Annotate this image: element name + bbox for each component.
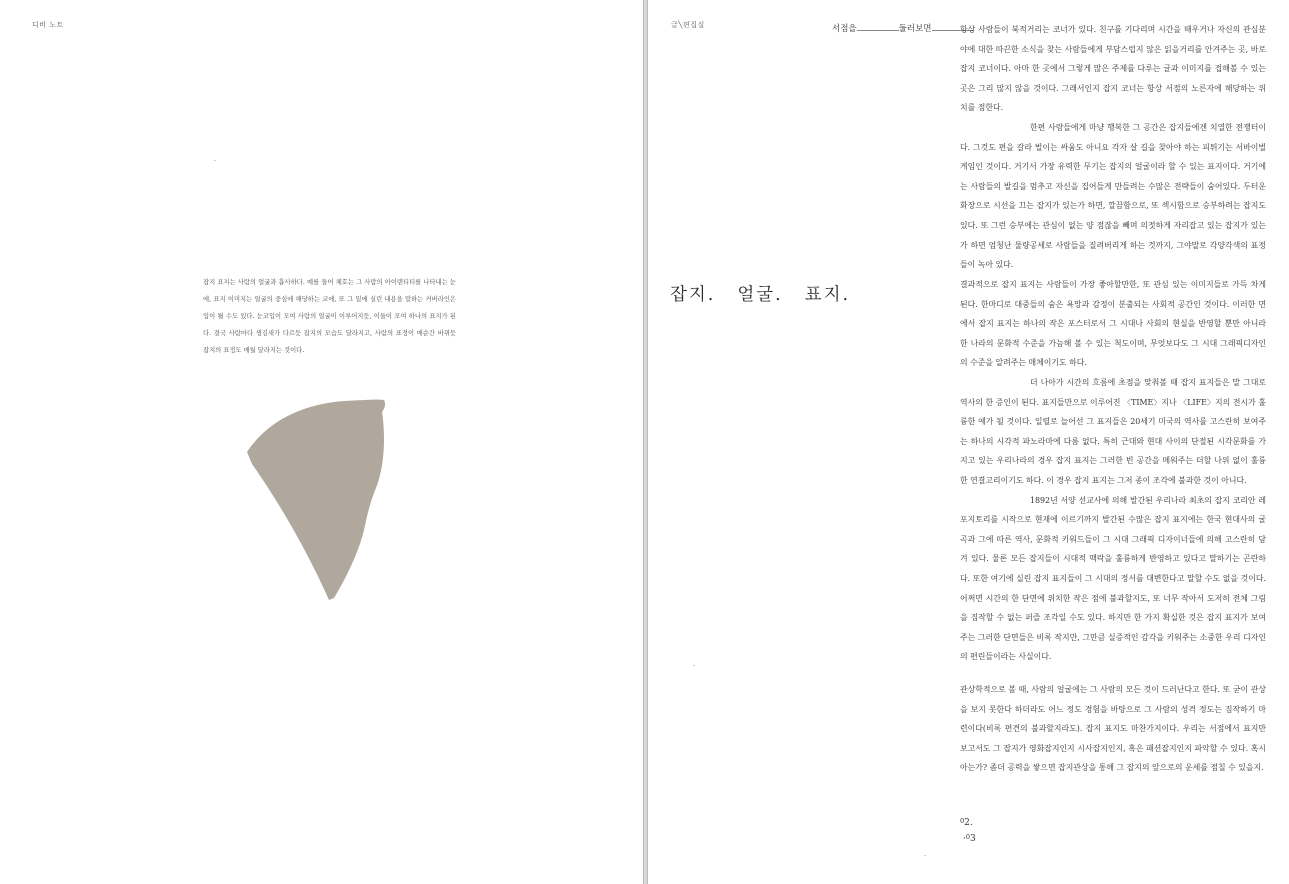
page-number-sup: 0 bbox=[965, 833, 971, 841]
body-section-3 bbox=[960, 680, 1266, 778]
body-section-1 bbox=[960, 20, 1266, 275]
title-word: 표지. bbox=[804, 285, 851, 305]
body-paragraph: 관상학적으로 볼 때, 사람의 얼굴에는 그 사람의 모든 것이 드러난다고 한다. 또 굳이 관상을 보지 못한다 하더라도 어느 정도 경험을 바탕으로 그 사람의 성격 정도는 짐작하기 마련이다(비록 편견의 불과할지라도). 잡지 표지도 마찬가지이다. 우리는 서점에서 표지만 보고서도 그 잡지가 영화잡지인지 시사잡지인지, 혹은 패션잡지인지 파악할 수 있다. 혹시 아는가? 좀더 공력을 쌓으면 잡지관상을 통해 그 잡지의 앞으로의 운세를 점칠 수 있을지. bbox=[960, 685, 1266, 773]
article-title bbox=[670, 281, 872, 306]
abstract-face-shape bbox=[246, 398, 388, 602]
body-paragraph: 한편 사람들에게 마냥 행복한 그 공간은 잡지들에겐 치열한 전쟁터이다. 그것도 편을 갈라 벌이는 싸움도 아니요 각자 살 길을 찾아야 하는 피튀기는 서바이벌 게임인 것이다. 거기서 가장 유력한 무기는 잡지의 얼굴이라 할 수 있는 표지이다. 거기에는 사람들의 발길을 멈추고 자신을 집어들게 만들려는 수많은 전략들이 숨어있다. 두터운 화장으로 시선을 끄는 잡지가 있는가 하면, 깔끔함으로, 또 섹시함으로 승부하려는 잡지도 있다. 또 그런 승부에는 관심이 없는 양 점잖을 빼며 의젓하게 자리잡고 있는 잡지가 있는가 하면 엄청난 물량공세로 사람들을 질려버리게 하는 것까지, 그야말로 각양각색의 표정들이 녹아 있다. bbox=[960, 122, 1266, 270]
intro-paragraph: 잡지 표지는 사람의 얼굴과 흡사하다. 예를 들어 체호는 그 사람의 아이덴티티를 나타내는 눈에, 표지 이미지는 얼굴의 중심에 해당하는 코에, 또 그 밑에 실린 내용을 말하는 커버라인은 입이 될 수도 있다. 눈코입이 모여 사람의 얼굴이 이루어지듯, 이들이 모여 하나의 표지가 된다. 결국 사람마다 생김새가 다르듯 잡지의 모습도 달라지고, 사람의 표정이 매순간 바뀌듯 잡지의 표정도 매월 달라지는 것이다. bbox=[203, 279, 456, 354]
page-number-right bbox=[960, 831, 976, 847]
paper-speck bbox=[693, 665, 695, 666]
body-paragraph: 더 나아가 시간의 흐름에 초점을 맞춰볼 때 잡지 표지들은 말 그대로 역사의 한 증인이 된다. 표지들만으로 이루어진 〈TIME〉지나 〈LIFE〉지의 전시가 훌륭한 예가 될 것이다. 일렬로 늘어선 그 표지들은 20세기 미국의 역사를 고스란히 보여주는 하나의 시각적 파노라마에 다름 없다. 특히 근대와 현대 사이의 단절된 시각문화를 가지고 있는 우리나라의 경우 잡지 표지는 그러한 빈 공간을 메워주는 더할 나위 없이 훌륭한 연결고리이기도 하다. 이 경우 잡지 표지는 그저 종이 조각에 불과한 것이 아니다. bbox=[960, 377, 1266, 485]
body-paragraph: 1892년 서양 선교사에 의해 발간된 우리나라 최초의 잡지 코리안 레포지토리를 시작으로 현재에 이르기까지 발간된 수많은 잡지 표지에는 한국 현대사의 굴곡과 그에 따른 역사, 문화적 키워드들이 그 시대 그래픽 디자이너들에 의해 고스란히 담겨 있다. 물론 모든 잡지들이 시대적 맥락을 훌륭하게 반영하고 있다고 말하기는 곤란하다. 또한 여기에 실린 잡지 표지들이 그 시대의 정서를 대변한다고 말할 수도 없을 것이다. 어쩌면 시간의 한 단면에 위치한 작은 점에 불과할지도, 또 너무 작아서 도저히 전체 그림을 짐작할 수 없는 퍼즐 조각일 수도 있다. 하지만 한 가지 확실한 것은 잡지 표지가 보여주는 그러한 단면들은 비록 작지만, 그만큼 실증적인 감각을 키워주는 소중한 우리 디자인의 편린들이라는 사실이다. bbox=[960, 495, 1266, 662]
subtitle bbox=[832, 22, 974, 34]
page-number-main: 2. bbox=[964, 818, 973, 828]
body-section-2 bbox=[960, 275, 1266, 667]
right-page bbox=[647, 0, 1289, 884]
subtitle-rule bbox=[857, 23, 899, 31]
page-number bbox=[960, 815, 976, 847]
page-number-dot: · bbox=[963, 834, 966, 844]
title-word: 얼굴. bbox=[737, 285, 783, 305]
page-number-left bbox=[960, 815, 976, 831]
running-head-right: 글╲편집실 bbox=[671, 21, 705, 29]
page-number-sup: 0 bbox=[960, 817, 965, 825]
paper-speck bbox=[924, 855, 926, 856]
body-paragraph: 항상 사람들이 북적거리는 코너가 있다. 친구를 기다리며 시간을 때우거나 자신의 관심분야에 대한 따끈한 소식을 찾는 사람들에게 부담스럽지 않은 읽을거리를 안겨주는 곳, 바로 잡지 코너이다. 아마 한 곳에서 그렇게 많은 주제를 다루는 글과 이미지를 접해볼 수 있는 곳은 그리 많지 않을 것이다. 그래서인지 잡지 코너는 항상 서점의 노른자에 해당하는 위치를 점한다. bbox=[960, 25, 1266, 113]
title-word: 잡지. bbox=[670, 285, 716, 305]
subtitle-part2: 둘러보면 bbox=[898, 24, 932, 34]
subtitle-part1: 서점을 bbox=[832, 24, 857, 34]
page-number-main: 3 bbox=[970, 834, 976, 844]
body-paragraph: 결과적으로 잡지 표지는 사람들이 가장 좋아할만한, 또 관심 있는 이미지들로 가득 차게 된다. 한마디로 대중들의 숨은 욕망과 감정이 분출되는 사회적 공간인 것이다. 이러한 면에서 잡지 표지는 하나의 작은 포스터로서 그 시대나 사회의 현실을 반영할 뿐만 아니라 한 나라의 문화적 수준을 가늠해 볼 수 있는 척도이며, 무엇보다도 그 시대 그래픽디자인의 수준을 알려주는 매체이기도 하다. bbox=[960, 280, 1266, 368]
running-head-left: 디비 노트 bbox=[32, 21, 64, 29]
left-page bbox=[0, 0, 644, 884]
paper-speck bbox=[214, 160, 216, 161]
